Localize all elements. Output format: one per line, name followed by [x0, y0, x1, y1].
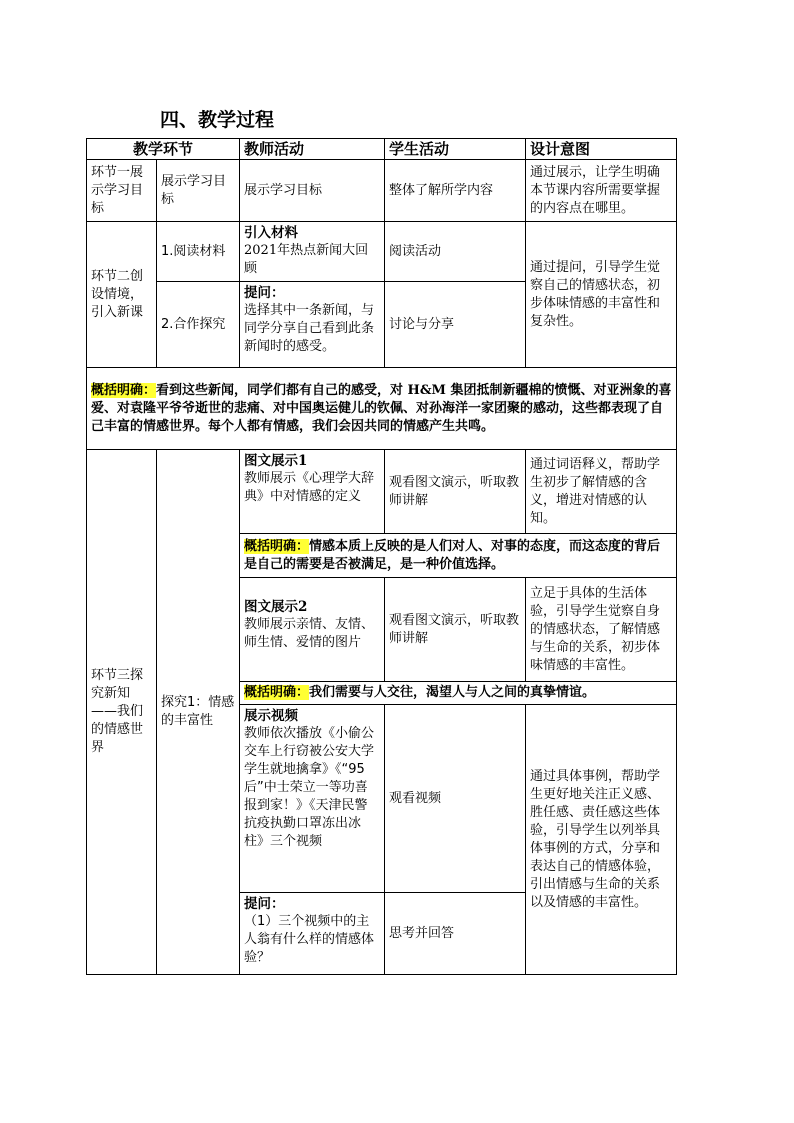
header-intent: 设计意图	[526, 139, 677, 160]
summary-cell	[240, 534, 677, 578]
student-activity: 观看图文演示，听取教师讲解	[385, 450, 526, 534]
design-intent: 通过词语释义，帮助学生初步了解情感的含义，增进对情感的认知。	[526, 450, 677, 534]
student-activity: 思考并回答	[385, 893, 526, 975]
stage-label: 环节三探究新知——我们的情感世界	[87, 450, 157, 975]
stage-label: 环节一展示学习目标	[87, 160, 157, 222]
teaching-process-table	[86, 138, 677, 975]
header-teacher: 教师活动	[240, 139, 385, 160]
teacher-activity	[240, 578, 385, 682]
summary-label: 概括明确：	[244, 685, 310, 700]
teacher-activity	[240, 450, 385, 534]
teacher-activity	[240, 893, 385, 975]
teacher-activity-title: 引入材料	[244, 225, 299, 241]
teacher-activity-title: 展示视频	[244, 708, 299, 724]
teacher-activity-body: 教师展示《心理学大辞典》中对情感的定义	[244, 471, 375, 504]
teacher-activity	[240, 705, 385, 893]
summary-text: 看到这些新闻，同学们都有自己的感受，对 H&M 集团抵制新疆棉的愤慨、对亚洲象的喜爱、对袁隆平爷爷逝世的悲痛、对中国奥运健儿的钦佩、对孙海洋一家团聚的感动，这些都表现了自己丰富的情感世界。每个人都有情感，我们会因共同的情感产生共鸣。	[91, 382, 672, 434]
table-row	[87, 368, 677, 450]
summary-cell	[87, 368, 677, 450]
design-intent: 通过提问，引导学生觉察自己的情感状态，初步体味情感的丰富性和复杂性。	[526, 222, 677, 368]
teacher-activity-title: 图文展示1	[244, 453, 308, 469]
student-activity: 观看图文演示，听取教师讲解	[385, 578, 526, 682]
teacher-activity	[240, 282, 385, 368]
summary-label: 概括明确：	[244, 538, 310, 554]
table-row	[87, 450, 677, 534]
student-activity: 观看视频	[385, 705, 526, 893]
section-title: 四、教学过程	[160, 109, 275, 131]
table-row	[87, 222, 677, 282]
student-activity: 讨论与分享	[385, 282, 526, 368]
teacher-activity: 展示学习目标	[240, 160, 385, 222]
header-stage: 教学环节	[87, 139, 240, 160]
stage-label: 环节二创设情境，引入新课	[87, 222, 157, 368]
student-activity: 阅读活动	[385, 222, 526, 282]
summary-cell	[240, 682, 677, 705]
teacher-activity-body: 教师展示亲情、友情、师生情、爱情的图片	[244, 617, 375, 650]
design-intent: 通过具体事例，帮助学生更好地关注正义感、胜任感、责任感这些体验，引导学生以列举具体事例的方式，分享和表达自己的情感体验，引出情感与生命的关系以及情感的丰富性。	[526, 705, 677, 975]
teacher-activity-body: 教师依次播放《小偷公交车上行窃被公安大学学生就地擒拿》《“95后”中士荣立一等功喜报到家！》《天津民警抗疫执勤口罩冻出冰柱》三个视频	[244, 726, 375, 849]
teacher-activity-body: （1）三个视频中的主人翁有什么样的情感体验？	[244, 914, 375, 965]
teacher-activity-title: 提问：	[244, 285, 285, 301]
step-label: 探究1：情感的丰富性	[157, 450, 240, 975]
step-label: 2.合作探究	[157, 282, 240, 368]
header-student: 学生活动	[385, 139, 526, 160]
teacher-activity-title: 提问：	[244, 896, 285, 912]
design-intent: 通过展示，让学生明确本节课内容所需要掌握的内容点在哪里。	[526, 160, 677, 222]
summary-text: 我们需要与人交往，渴望人与人之间的真挚情谊。	[309, 685, 596, 700]
header-row	[87, 139, 677, 160]
teacher-activity-body: 选择其中一条新闻，与同学分享自己看到此条新闻时的感受。	[244, 303, 375, 354]
step-label: 展示学习目标	[157, 160, 240, 222]
teacher-activity-title: 图文展示2	[244, 599, 308, 615]
summary-label: 概括明确：	[91, 382, 157, 398]
step-label: 1.阅读材料	[157, 222, 240, 282]
summary-text: 情感本质上反映的是人们对人、对事的态度，而这态度的背后是自己的需要是否被满足，是一种价值选择。	[244, 538, 661, 572]
teacher-activity	[240, 222, 385, 282]
student-activity: 整体了解所学内容	[385, 160, 526, 222]
table-row	[87, 160, 677, 222]
teacher-activity-body: 2021年热点新闻大回顾	[244, 243, 369, 276]
design-intent: 立足于具体的生活体验，引导学生觉察自身的情感状态，了解情感与生命的关系，初步体味情感的丰富性。	[526, 578, 677, 682]
